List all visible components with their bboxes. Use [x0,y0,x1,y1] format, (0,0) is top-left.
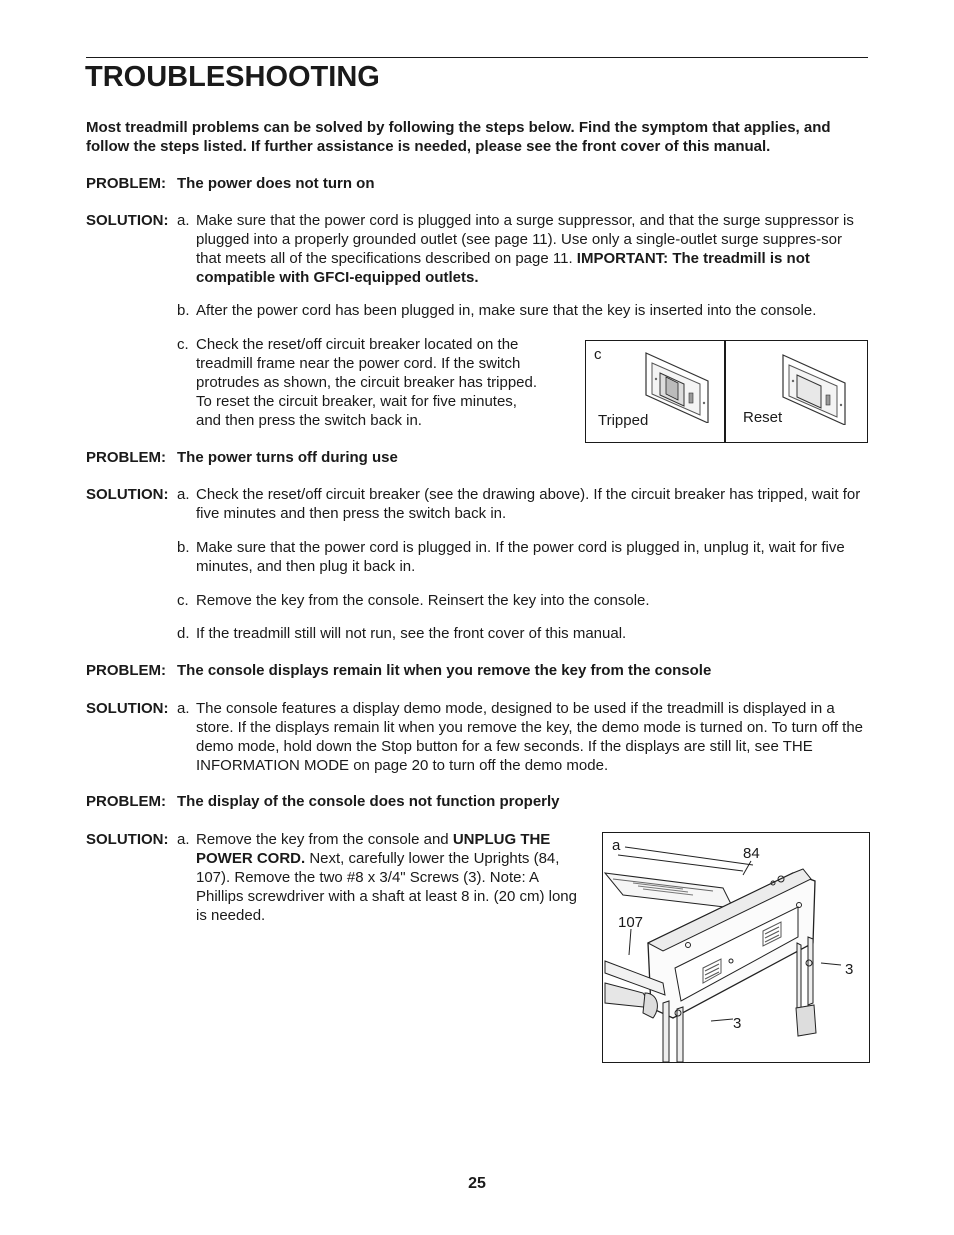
tripped-label: Tripped [598,412,649,429]
problem-title: The display of the console does not function properly [177,793,560,810]
figure-letter: a [612,837,621,854]
problem-label: PROBLEM: [86,793,166,810]
callout-3-right: 3 [845,961,854,978]
callout-3-bottom: 3 [733,1015,742,1032]
problem-title: The console displays remain lit when you remove the key from the console [177,662,712,679]
solution-letter: c. [177,592,189,609]
figure-divider [724,341,726,442]
circuit-breaker-figure [585,340,868,443]
problem-3-heading [86,661,711,680]
solution-text: Check the reset/off circuit breaker (see the drawing above). If the circuit breaker has tripped, wait for five minutes and then press the switch back in. [196,486,861,522]
callout-84: 84 [743,845,760,862]
solution-text: After the power cord has been plugged in, make sure that the key is inserted into the console. [196,302,817,319]
solution-label: SOLUTION: [86,486,169,503]
solution-text-regular: Make sure that the power cord is plugged into a surge suppressor, and that the surge suppressor is plugged into a properly grounded outlet (see page 11). Use only a single-outlet surge suppres-sor that meets all of the specifications described on page 11. [196,212,854,267]
problem-1-heading [86,174,375,193]
console-uprights-figure [602,832,870,1063]
tripped-breaker-icon [642,351,712,423]
problem-label: PROBLEM: [86,662,166,679]
solution-label: SOLUTION: [86,831,169,848]
solution-label: SOLUTION: [86,212,169,229]
problem-title: The power does not turn on [177,175,375,192]
top-rule [86,57,868,58]
treadmill-console-drawing [603,833,869,1062]
solution-text-bold: UNPLUG THE POWER CORD. [196,831,551,867]
callout-107: 107 [618,914,644,931]
reset-breaker-icon [779,353,849,425]
solution-letter: c. [177,336,189,353]
problem-title: The power turns off during use [177,449,398,466]
solution-text-regular: Remove the key from the console and [196,831,453,848]
problem-label: PROBLEM: [86,449,166,466]
solution-letter: b. [177,302,190,319]
solution-letter: a. [177,486,190,503]
solution-letter: d. [177,625,190,642]
page-title: TROUBLESHOOTING [85,61,380,93]
solution-text [196,211,871,287]
solution-letter: a. [177,831,190,848]
solution-label: SOLUTION: [86,700,169,717]
reset-label: Reset [743,409,783,426]
solution-text: If the treadmill still will not run, see the front cover of this manual. [196,625,627,642]
solution-text: Check the reset/off circuit breaker located on the treadmill frame near the power cord. If the switch protrudes as shown, the circuit breaker has tripped. To reset the circuit breaker, wait for five minutes, and then press the switch back in. [196,336,538,429]
solution-letter: a. [177,212,190,229]
solution-text: Remove the key from the console. Reinsert the key into the console. [196,592,650,609]
solution-text: The console features a display demo mode, designed to be used if the treadmill is displayed in a store. If the displays remain lit when you remove the key, the demo mode is turned on. To turn off the demo mode, hold down the Stop button for a few seconds. If the displays are still lit, see THE INFORMATION MODE on page 20 to turn off the demo mode. [196,700,864,774]
problem-label: PROBLEM: [86,175,166,192]
solution-letter: b. [177,539,190,556]
solution-text: Make sure that the power cord is plugged in. If the power cord is plugged in, unplug it, wait for five minutes, and then plug it back in. [196,539,845,575]
solution-letter: a. [177,700,190,717]
solution-text-bold: IMPORTANT: The treadmill is not compatible with GFCI-equipped outlets. [196,250,810,286]
problem-4-heading [86,792,560,811]
figure-letter: c [594,346,602,363]
solution-text-regular: Next, carefully lower the Uprights (84, 107). Remove the two #8 x 3/4" Screws (3). Note: A Phillips screwdriver with a shaft at least 8 in. (20 cm) long is needed. [196,850,577,924]
page-number: 25 [468,1175,486,1192]
solution-text [196,830,581,925]
intro-paragraph: Most treadmill problems can be solved by following the steps below. Find the symptom that applies, and follow the steps listed. If further assistance is needed, please see the front cover of this manual. [86,119,831,155]
problem-2-heading [86,448,398,467]
